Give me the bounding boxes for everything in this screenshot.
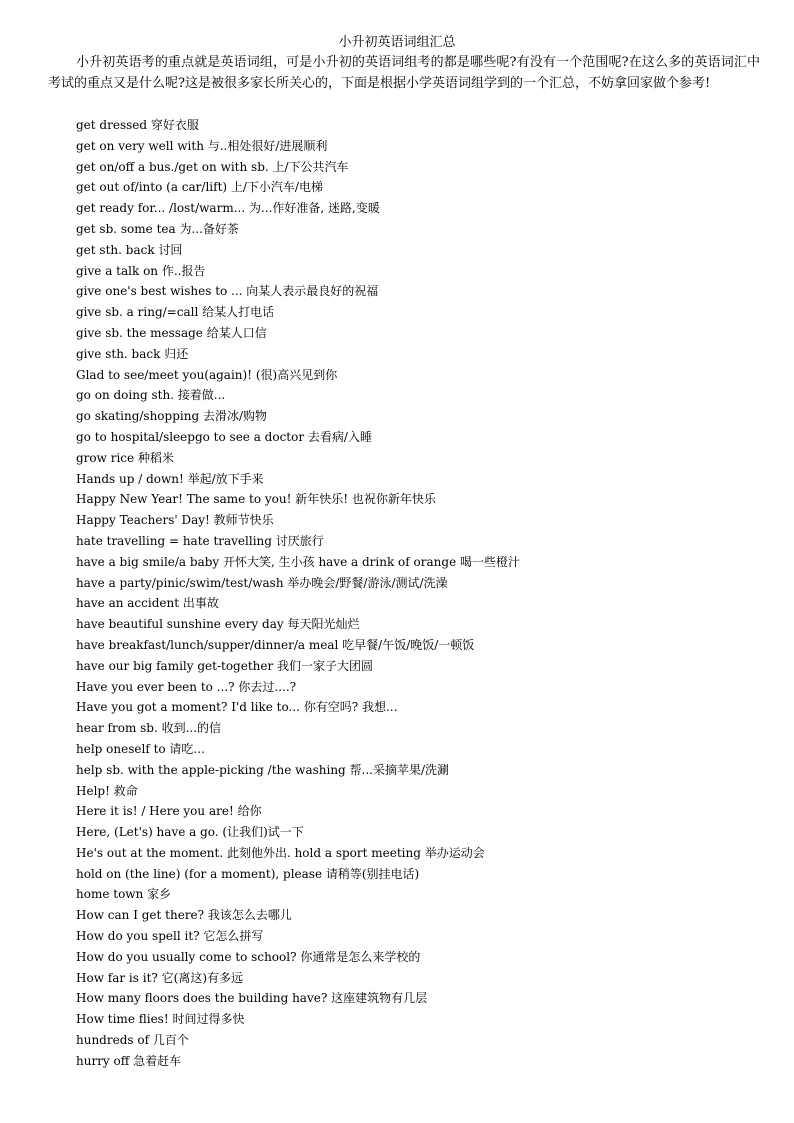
phrase-item: Here, (Let's) have a go. (让我们)试一下 <box>76 825 304 840</box>
phrase-item: have beautiful sunshine every day 每天阳光灿烂 <box>76 617 360 632</box>
phrase-item: give sth. back 归还 <box>76 346 189 361</box>
phrase-item: get on very well with 与..相处很好/进展顺利 <box>76 138 328 153</box>
phrase-item: give sb. a ring/=call 给某人打电话 <box>76 305 275 320</box>
phrase-item: go on doing sth. 接着做... <box>76 388 226 403</box>
phrase-item: have a big smile/a baby 开怀大笑, 生小孩 have a drink of orange 喝一些橙汁 <box>76 554 520 569</box>
phrase-item: have our big family get-together 我们一家子大团圆 <box>76 658 374 673</box>
phrase-item: hear from sb. 收到...的信 <box>76 721 222 736</box>
phrase-item: go to hospital/sleepgo to see a doctor 去看病/入睡 <box>76 429 372 444</box>
phrase-item: Happy New Year! The same to you! 新年快乐! 也祝你新年快乐 <box>76 492 436 507</box>
phrase-item: How far is it? 它(离这)有多远 <box>76 970 244 985</box>
phrase-list <box>76 115 766 1072</box>
phrase-item: get dressed 穿好衣服 <box>76 118 199 132</box>
phrase-item: grow rice 种稻米 <box>76 450 174 465</box>
phrase-item: Have you ever been to ...? 你去过....? <box>76 679 297 694</box>
phrase-item: give sb. the message 给某人口信 <box>76 325 267 340</box>
phrase-item: get sth. back 讨回 <box>76 242 183 257</box>
phrase-item: give a talk on 作..报告 <box>76 263 206 278</box>
document-title: 小升初英语词组汇总 <box>338 35 456 50</box>
phrase-item: hurry off 急着赶车 <box>76 1053 182 1068</box>
phrase-item: How can I get there? 我该怎么去哪儿 <box>76 908 292 923</box>
phrase-item: have a party/pinic/swim/test/wash 举办晚会/野餐/游泳/测试/洗澡 <box>76 575 448 590</box>
phrase-item: Glad to see/meet you(again)! (很)高兴见到你 <box>76 367 338 382</box>
phrase-item: How do you spell it? 它怎么拼写 <box>76 929 264 944</box>
phrase-item: get ready for... /lost/warm... 为...作好准备, 迷路,变暖 <box>76 201 380 216</box>
phrase-item: How do you usually come to school? 你通常是怎么来学校的 <box>76 949 421 964</box>
phrase-item: Here it is! / Here you are! 给你 <box>76 804 262 819</box>
phrase-item: Happy Teachers' Day! 教师节快乐 <box>76 513 274 528</box>
intro-paragraph: 小升初英语考的重点就是英语词组，可是小升初的英语词组考的都是哪些呢?有没有一个范围呢?在这么多的英语词汇中考试的重点又是什么呢?这是被很多家长所关心的，下面是根据小学英语词组学到的一个汇总，不妨拿回家做个参考! <box>48 55 760 91</box>
phrase-item: get sb. some tea 为...备好茶 <box>76 221 239 236</box>
phrase-item: hate travelling = hate travelling 讨厌旅行 <box>76 533 324 548</box>
phrase-item: give one's best wishes to ... 向某人表示最良好的祝福 <box>76 284 379 299</box>
phrase-item: Help! 救命 <box>76 783 138 798</box>
phrase-item: How time flies! 时间过得多快 <box>76 1012 245 1027</box>
phrase-item: He's out at the moment. 此刻他外出. hold a sport meeting 举办运动会 <box>76 845 485 860</box>
phrase-item: get out of/into (a car/lift) 上/下小汽车/电梯 <box>76 180 323 195</box>
phrase-item: help sb. with the apple-picking /the washing 帮...采摘苹果/洗涮 <box>76 762 450 777</box>
phrase-item: go skating/shopping 去滑冰/购物 <box>76 409 267 424</box>
phrase-item: home town 家乡 <box>76 887 172 902</box>
phrase-item: have breakfast/lunch/supper/dinner/a meal 吃早餐/午饭/晚饭/一顿饭 <box>76 637 475 652</box>
phrase-item: hundreds of 几百个 <box>76 1033 189 1048</box>
phrase-item: help oneself to 请吃... <box>76 741 205 756</box>
phrase-item: Have you got a moment? I'd like to... 你有空吗? 我想... <box>76 700 398 715</box>
phrase-item: How many floors does the building have? 这座建筑物有几层 <box>76 991 428 1006</box>
phrase-item: Hands up / down! 举起/放下手来 <box>76 471 264 486</box>
phrase-item: hold on (the line) (for a moment), please 请稍等(别挂电话) <box>76 866 420 881</box>
phrase-item: have an accident 出事故 <box>76 596 219 611</box>
phrase-item: get on/off a bus./get on with sb. 上/下公共汽车 <box>76 159 349 174</box>
